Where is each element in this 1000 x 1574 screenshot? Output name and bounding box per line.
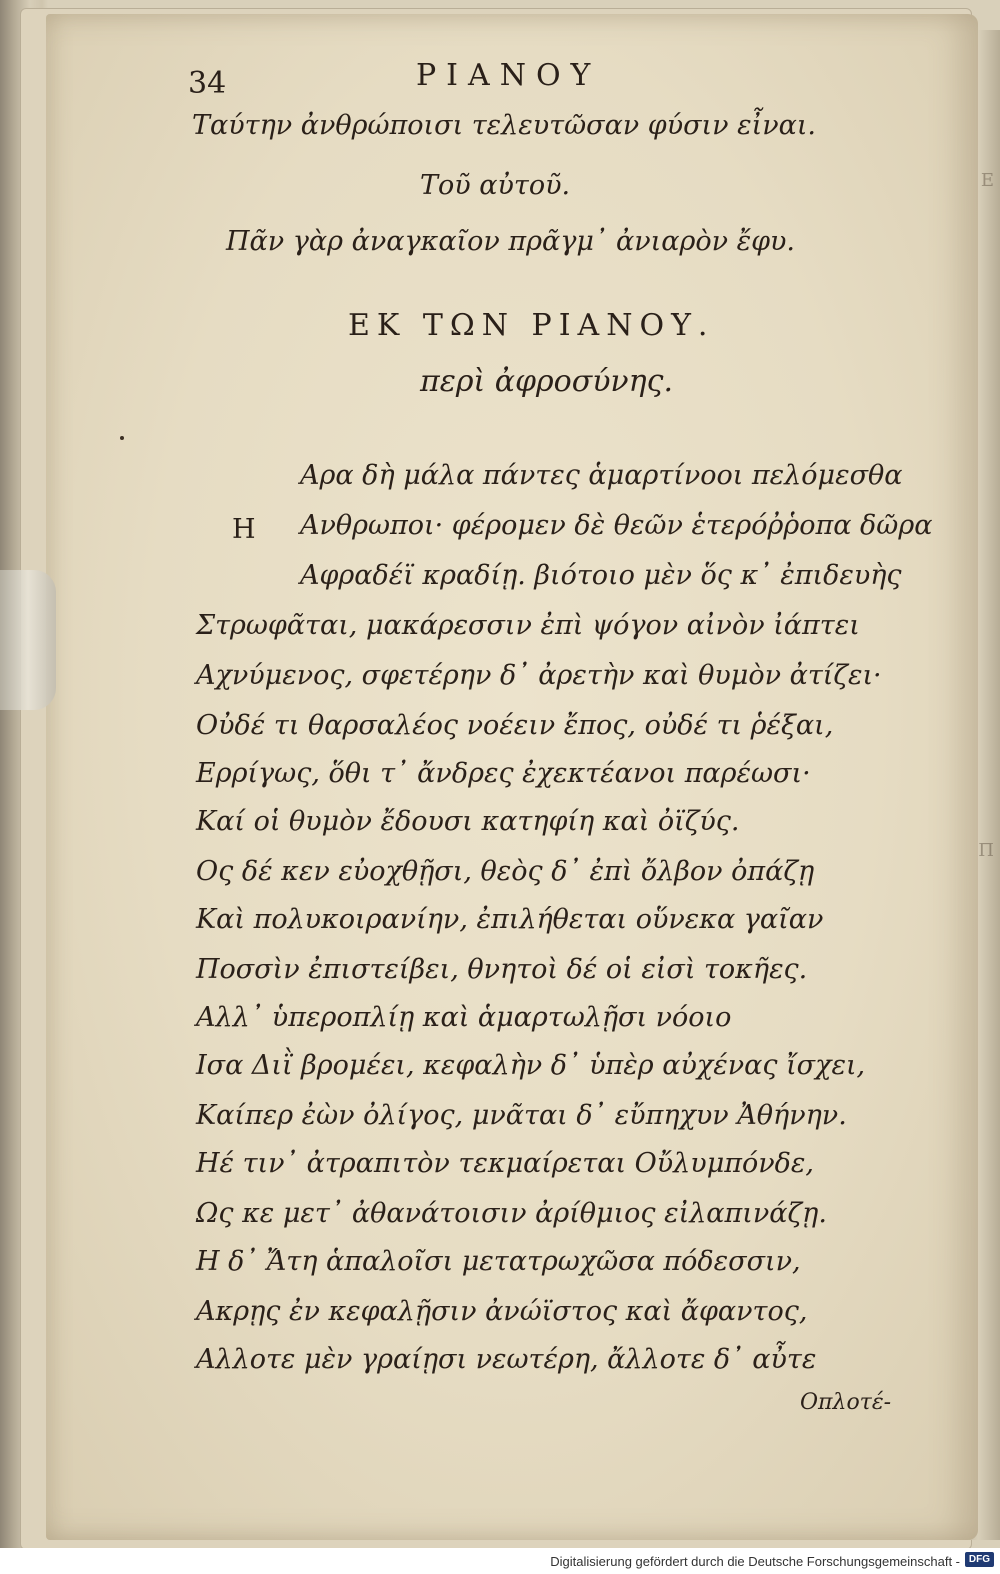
poem-line: Αλλοτε μὲν γραίῃσι νεωτέρη, ἄλλοτε δ᾽ αὖτε: [196, 1344, 817, 1375]
running-head: ΡΙΑΝΟΥ: [416, 58, 601, 93]
initial-letter: Η: [232, 514, 256, 545]
poem-line: Ανθρωποι· φέρομεν δὲ θεῶν ἑτερόῤῥοπα δῶρα: [300, 510, 933, 541]
poem-line: Ακρῃς ἐν κεφαλῇσιν ἀνώϊστος καὶ ἄφαντος,: [196, 1296, 808, 1327]
poem-line: Καὶ πολυκοιρανίην, ἐπιλήθεται οὕνεκα γαῖαν: [196, 904, 824, 935]
page-clip: [0, 570, 56, 710]
poem-line: Ος δέ κεν εὐοχθῇσι, θεὸς δ᾽ ἐπὶ ὄλβον ὀπάζῃ: [196, 856, 815, 887]
ink-speck: [120, 436, 124, 440]
section-subheading: περὶ ἀφροσύνης.: [420, 364, 673, 399]
digitization-footer: [0, 1548, 1000, 1574]
poem-line: Η δ᾽ Ἄτη ἁπαλοῖσι μετατρωχῶσα πόδεσσιν,: [196, 1246, 801, 1277]
poem-line: Αχνύμενος, σφετέρην δ᾽ ἀρετὴν καὶ θυμὸν ἀτίζει·: [196, 660, 882, 691]
bleed-through-mark: Π: [978, 840, 994, 861]
poem-line: Ποσσὶν ἐπιστείβει, θνητοὶ δέ οἱ εἰσὶ τοκῆες.: [196, 954, 808, 985]
poem-line: Ως κε μετ᾽ ἀθανάτοισιν ἀρίθμιος εἰλαπινάζῃ.: [196, 1198, 827, 1229]
section-heading: ΕΚ ΤΩΝ ΡΙΑΝΟΥ.: [348, 308, 715, 343]
page-number: 34: [188, 66, 227, 101]
poem-line: Αφραδέϊ κραδίῃ. βιότοιο μὲν ὅς κ᾽ ἐπιδευὴς: [300, 560, 902, 591]
text-line: Τοῦ αὐτοῦ.: [420, 170, 571, 201]
poem-line: Οὐδέ τι θαρσαλέος νοέειν ἔπος, οὐδέ τι ῥέξαι,: [196, 710, 834, 741]
poem-line: Ηέ τιν᾽ ἀτραπιτὸν τεκμαίρεται Οὔλυμπόνδε,: [196, 1148, 814, 1179]
catchword: Οπλοτέ-: [800, 1390, 892, 1415]
bleed-through-mark: E: [980, 170, 994, 191]
poem-line: Ισα Διῒ βρομέει, κεφαλὴν δ᾽ ὑπὲρ αὐχένας ἴσχει,: [196, 1050, 866, 1081]
poem-line: Στρωφᾶται, μακάρεσσιν ἐπὶ ψόγον αἰνὸν ἰάπτει: [196, 610, 860, 641]
poem-line: Καί οἱ θυμὸν ἔδουσι κατηφίη καὶ ὀϊζύς.: [196, 806, 740, 837]
poem-line: Αλλ᾽ ὑπεροπλίῃ καὶ ἁμαρτωλῇσι νόοιο: [196, 1002, 732, 1033]
text-line: Πᾶν γὰρ ἀναγκαῖον πρᾶγμ᾽ ἀνιαρὸν ἔφυ.: [226, 226, 795, 257]
digitization-credit: Digitalisierung gefördert durch die Deutsche Forschungsgemeinschaft -: [550, 1554, 960, 1569]
poem-line: Ερρίγως, ὅθι τ᾽ ἄνδρες ἐχεκτέανοι παρέωσι·: [196, 758, 811, 789]
poem-line: Αρα δὴ μάλα πάντες ἁμαρτίνοοι πελόμεσθα: [300, 460, 903, 491]
text-line: Ταύτην ἀνθρώποισι τελευτῶσαν φύσιν εἶναι.: [192, 110, 817, 141]
poem-line: Καίπερ ἐὼν ὀλίγος, μνᾶται δ᾽ εὔπηχυν Ἀθήνην.: [196, 1100, 847, 1131]
dfg-logo: DFG: [965, 1552, 994, 1567]
